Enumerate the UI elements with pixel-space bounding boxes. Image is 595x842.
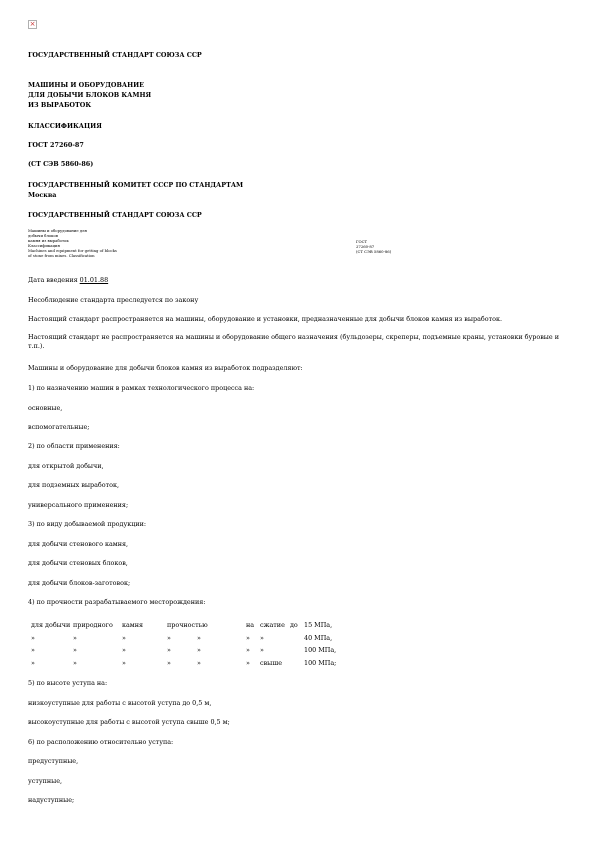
list-item: для подземных выработок, (28, 481, 120, 489)
title-block-left-3: камня из выработок (28, 238, 69, 243)
table-cell: на (246, 621, 255, 630)
city: Москва (28, 191, 57, 199)
introduction-date (28, 276, 108, 284)
title-block-right-3: (СТ СЭВ 5860-86) (356, 249, 392, 254)
list-item: вспомогательные; (28, 423, 90, 431)
list-item: для добычи блоков-заготовок; (28, 579, 131, 587)
title-block-right-1: ГОСТ (356, 239, 368, 244)
list-item: предуступные, (28, 757, 79, 765)
table-cell: » (246, 646, 250, 655)
table-cell: » (260, 633, 264, 642)
paragraph-scope: Настоящий стандарт распространяется на машины, оборудование и установки, предназначенные для добычи блоков камня из выработок. (28, 315, 502, 323)
table-cell: » (246, 659, 250, 668)
table-cell: » (167, 646, 171, 655)
table-cell: » (31, 633, 35, 642)
list-item: для добычи стеновых блоков, (28, 559, 128, 567)
table-cell: » (31, 646, 35, 655)
table-cell: прочностью (167, 621, 208, 630)
table-cell: » (73, 646, 77, 655)
standard-title: ГОСУДАРСТВЕННЫЙ СТАНДАРТ СОЮЗА ССР (28, 51, 202, 59)
strength-table (31, 619, 354, 669)
table-row (31, 632, 354, 645)
title-block-left-6: of stone from mines. Classification (28, 253, 95, 258)
list-item: основные, (28, 404, 63, 412)
table-cell: » (122, 659, 126, 668)
list-item: универсального применения; (28, 501, 129, 509)
table-cell: 100 МПа, (304, 646, 337, 655)
introduction-date-value: 01.01.88 (79, 276, 109, 284)
gost-number: ГОСТ 27260-87 (28, 141, 84, 149)
st-sev-number: (СТ СЭВ 5860-86) (28, 160, 94, 168)
table-cell: » (73, 633, 77, 642)
classification-heading: КЛАССИФИКАЦИЯ (28, 122, 102, 130)
standard-title-2: ГОСУДАРСТВЕННЫЙ СТАНДАРТ СОЮЗА ССР (28, 211, 202, 219)
table-cell: 15 МПа, (304, 621, 333, 630)
title-block-left-1: Машины и оборудование для (28, 228, 87, 233)
table-cell (290, 644, 304, 657)
broken-image-icon: × (29, 20, 36, 28)
title-block-left-4: Классификация (28, 243, 60, 248)
table-cell: » (122, 646, 126, 655)
table-cell: свыше (260, 659, 282, 668)
list-item: высокоуступные для работы с высотой уступа свыше 0,5 м; (28, 718, 230, 726)
table-cell: » (197, 633, 201, 642)
table-cell: сжатие (260, 621, 285, 630)
table-row (31, 657, 354, 670)
table-row (31, 644, 354, 657)
table-cell: » (122, 633, 126, 642)
paragraph-division: Машины и оборудование для добычи блоков камня из выработок подразделяют: (28, 364, 303, 372)
list-item: для открытой добычи, (28, 462, 104, 470)
section-4: 4) по прочности разрабатываемого месторождения: (28, 598, 206, 606)
title-block-left-5: Machines and equipment for getting of blocks (28, 248, 117, 253)
table-cell: » (197, 659, 201, 668)
section-3: 3) по виду добываемой продукции: (28, 520, 146, 528)
name-line-3: ИЗ ВЫРАБОТОК (28, 101, 92, 109)
table-cell: 40 МПа, (304, 633, 333, 642)
section-6: 6) по расположению относительно уступа: (28, 738, 174, 746)
section-5: 5) по высоте уступа на: (28, 679, 108, 687)
name-line-2: ДЛЯ ДОБЫЧИ БЛОКОВ КАМНЯ (28, 91, 152, 99)
list-item: для добычи стенового камня, (28, 540, 129, 548)
table-cell: » (260, 646, 264, 655)
paragraph-exclusion: Настоящий стандарт не распространяется на машины и оборудование общего назначения (бульдозеры, скреперы, подъемные краны, установки буровые и т.п.). (28, 333, 559, 350)
table-cell: камня (122, 621, 144, 630)
table-cell: » (167, 633, 171, 642)
table-cell: » (167, 659, 171, 668)
list-item: уступные, (28, 777, 63, 785)
table-cell: » (246, 633, 250, 642)
table-cell: до (290, 621, 298, 630)
table-cell: » (197, 646, 201, 655)
table-row (31, 619, 354, 632)
list-item: низкоуступные для работы с высотой уступа до 0,5 м, (28, 699, 212, 707)
table-cell (290, 632, 304, 645)
committee-name: ГОСУДАРСТВЕННЫЙ КОМИТЕТ СССР ПО СТАНДАРТАМ (28, 181, 244, 189)
title-block-left-2: добычи блоков (28, 233, 58, 238)
table-cell: 100 МПа; (304, 659, 337, 668)
table-cell: » (73, 659, 77, 668)
table-cell: для добычи (31, 621, 71, 630)
section-2: 2) по области применения: (28, 442, 120, 450)
law-note: Несоблюдение стандарта преследуется по закону (28, 296, 199, 304)
table-cell: » (31, 659, 35, 668)
name-line-1: МАШИНЫ И ОБОРУДОВАНИЕ (28, 81, 145, 89)
title-block-right-2: 27260-87 (356, 244, 375, 249)
list-item: надуступные; (28, 796, 75, 804)
introduction-date-label: Дата введения (28, 276, 80, 284)
table-cell: природного (73, 621, 113, 630)
section-1: 1) по назначению машин в рамках технологического процесса на: (28, 384, 255, 392)
